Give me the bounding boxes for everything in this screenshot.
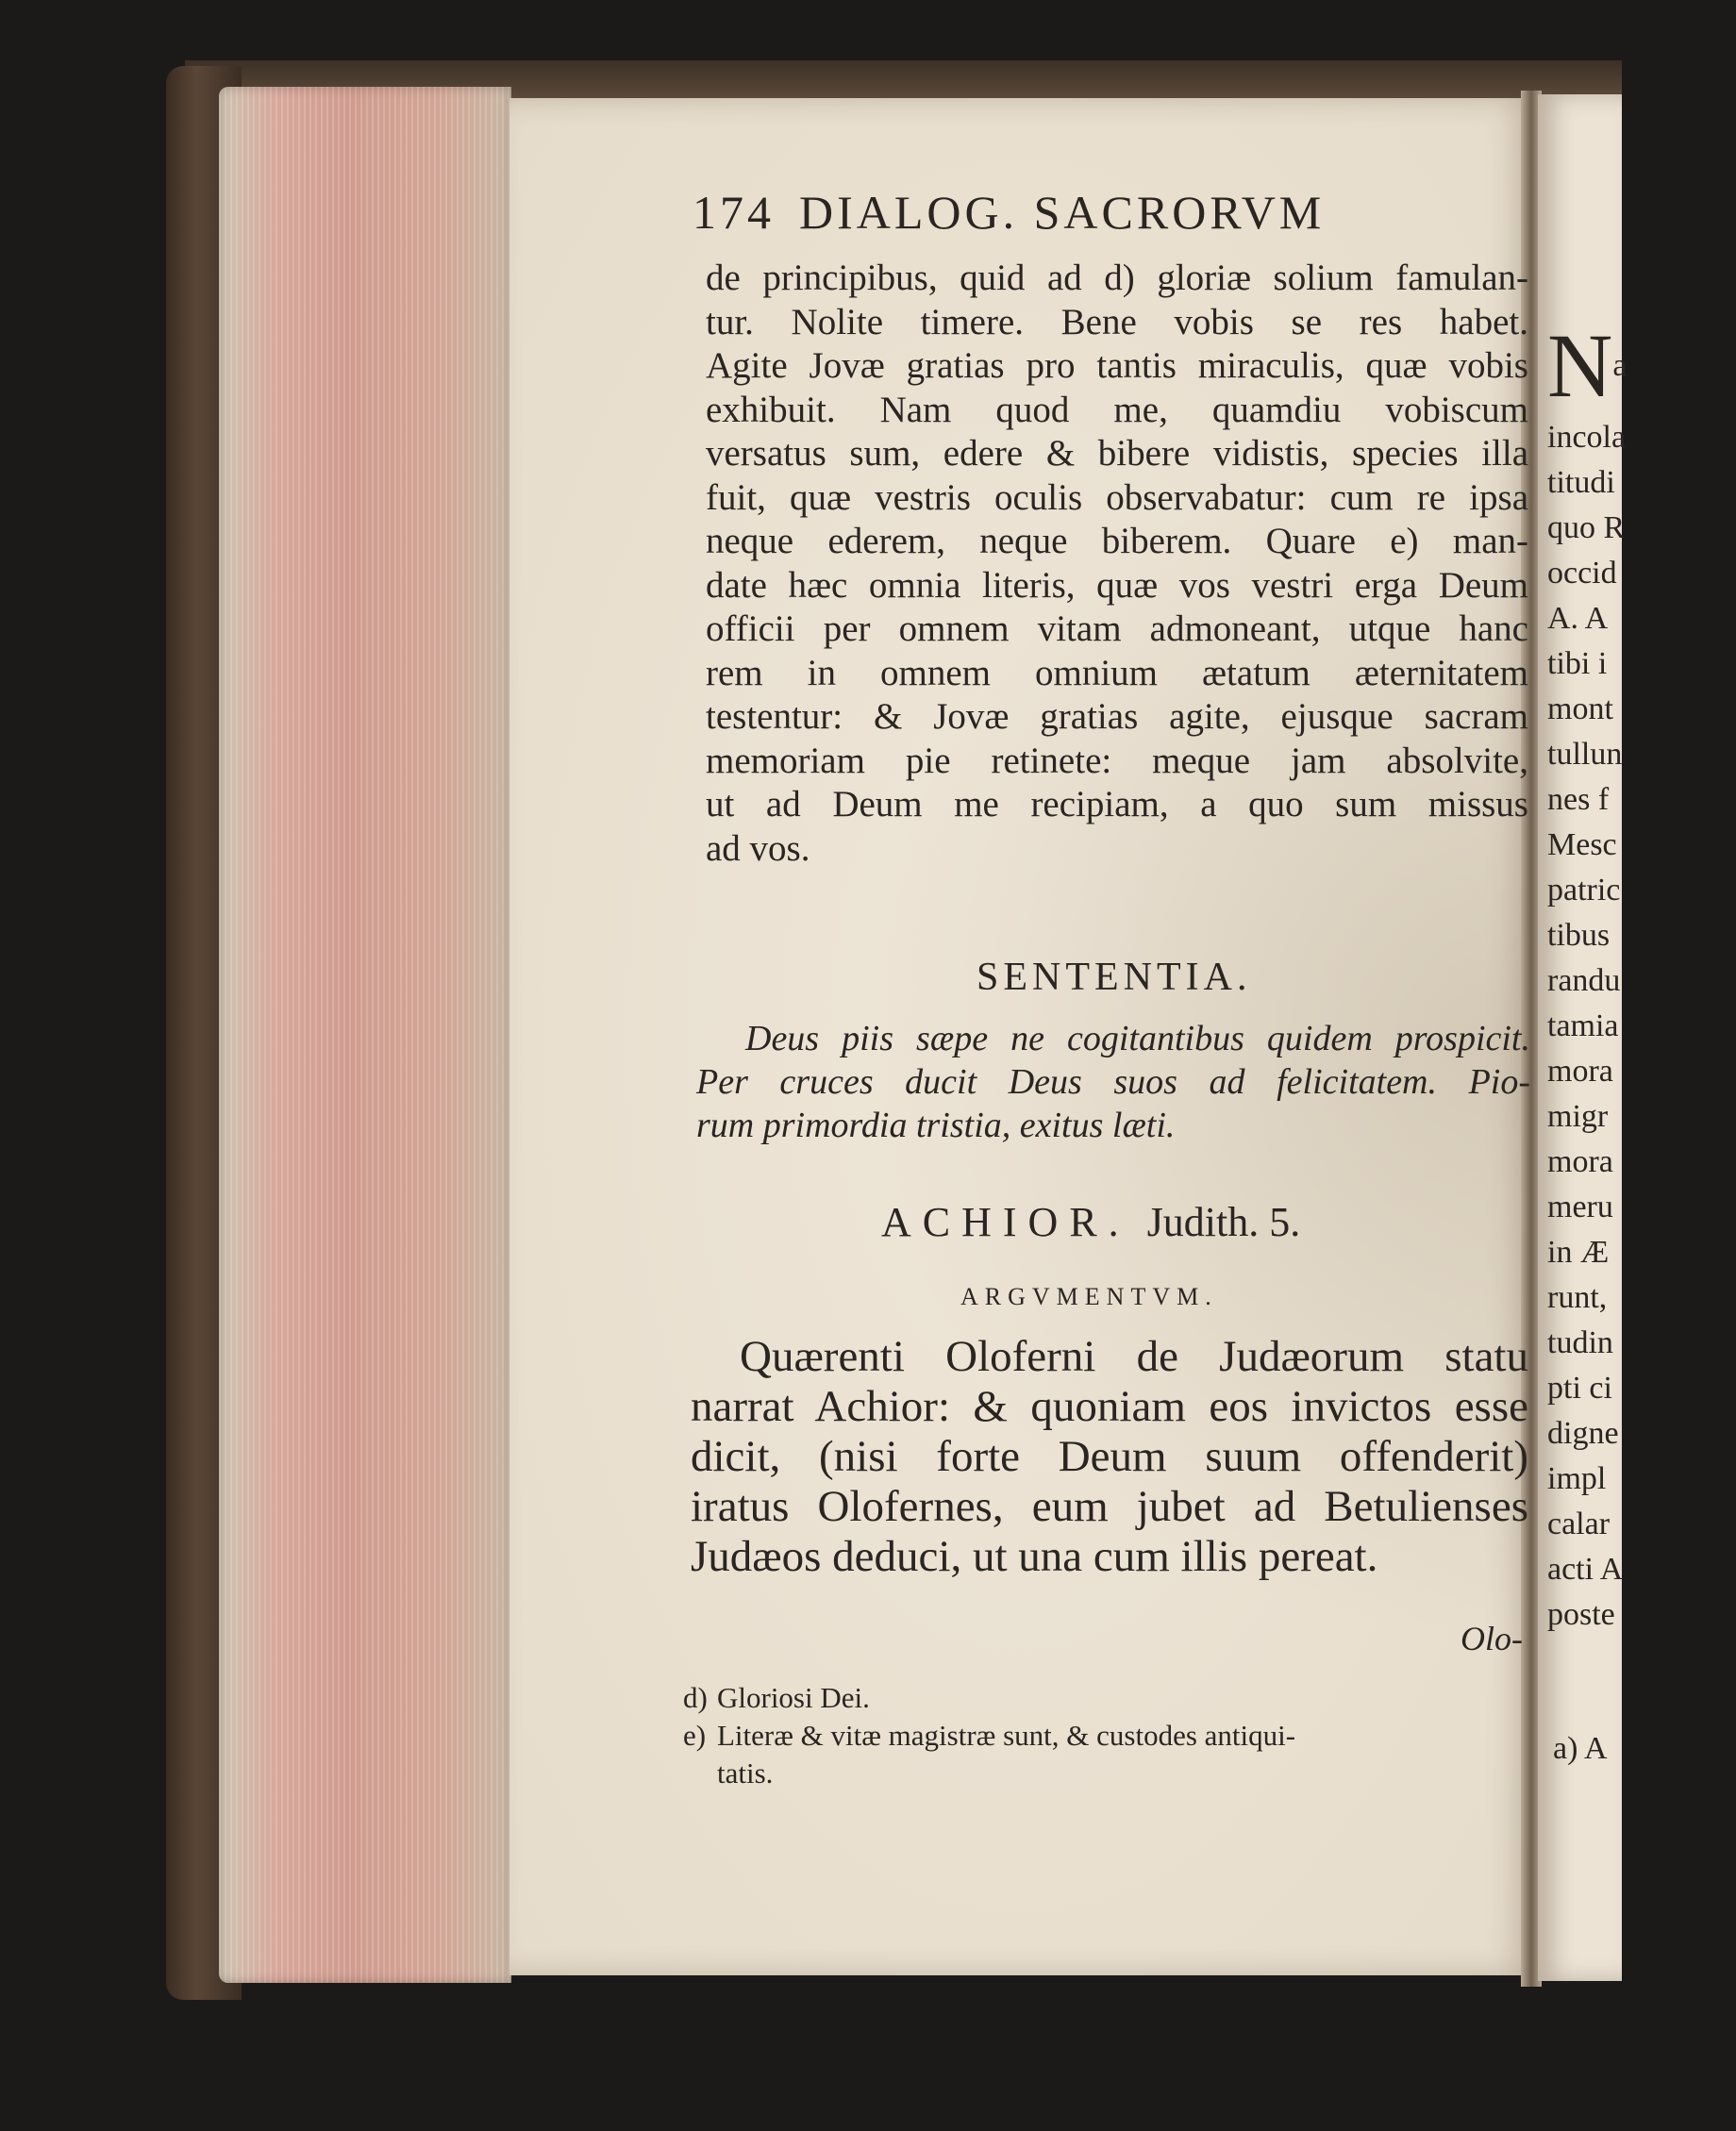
argumentum-line: dicit, (nisi forte Deum suum offenderit) <box>691 1432 1528 1481</box>
body-line: ut ad Deum me recipiam, a quo sum missus <box>706 784 1528 824</box>
facing-line: tudin <box>1547 1325 1613 1360</box>
facing-line: Mesc <box>1547 827 1617 862</box>
running-head: DIALOG. SACRORVM <box>799 186 1326 239</box>
argumentum-line: narrat Achior: & quoniam eos invictos esse <box>691 1382 1528 1431</box>
footnote-text: Gloriosi Dei. <box>717 1681 870 1714</box>
section-reference: Judith. 5. <box>1146 1199 1301 1245</box>
facing-dropcap: $N^a$ <box>1547 315 1628 416</box>
body-line: officii per omnem vitam admoneant, utque hanc <box>706 608 1528 649</box>
page-number: 174 <box>693 186 775 239</box>
facing-line: in Æ <box>1547 1235 1610 1270</box>
sententia-heading: SENTENTIA. <box>976 956 1252 999</box>
body-text <box>706 257 1528 871</box>
facing-line: mora <box>1547 1144 1613 1179</box>
facing-line: quo R <box>1547 510 1626 545</box>
body-line: tur. Nolite timere. Bene vobis se res habet. <box>706 301 1528 342</box>
facing-line: calar <box>1547 1507 1611 1541</box>
body-line: memoriam pie retinete: meque jam absolvite, <box>706 740 1528 781</box>
body-line: neque ederem, neque biberem. Quare e) man- <box>706 521 1528 561</box>
section-heading <box>881 1198 1372 1246</box>
facing-line: mora <box>1547 1054 1613 1089</box>
facing-line: runt, <box>1547 1280 1608 1315</box>
sententia-line: rum primordia tristia, exitus læti. <box>696 1106 1176 1145</box>
body-line: fuit, quæ vestris oculis observabatur: cum re ipsa <box>706 476 1528 518</box>
facing-page-text <box>1547 315 1736 1638</box>
body-line: de principibus, quid ad d) gloriæ solium famulan- <box>706 258 1528 298</box>
facing-line: impl <box>1547 1461 1607 1496</box>
facing-line: migr <box>1547 1099 1609 1134</box>
footnote <box>683 1717 1528 1755</box>
body-line: testentur: & Jovæ gratias agite, ejusque sacram <box>706 696 1528 737</box>
facing-line: titudi <box>1547 465 1615 500</box>
facing-line: digne <box>1547 1416 1619 1451</box>
facing-line: meru <box>1547 1190 1613 1224</box>
footnote <box>683 1679 1528 1717</box>
facing-line: tullun <box>1547 737 1623 772</box>
facing-line: patric <box>1547 873 1621 907</box>
facing-line: acti A <box>1547 1552 1624 1587</box>
footnotes <box>683 1679 1528 1792</box>
footnote-mark: d) <box>683 1681 708 1714</box>
sententia-text <box>696 1017 1530 1147</box>
sententia-line: Per cruces ducit Deus suos ad felicitatem. Pio- <box>696 1062 1530 1102</box>
argumentum-heading: ARGVMENTVM. <box>960 1283 1218 1310</box>
facing-line: mont <box>1547 691 1613 726</box>
body-line: date hæc omnia literis, quæ vos vestri erga Deum <box>706 564 1528 606</box>
facing-line: occid <box>1547 556 1617 591</box>
facing-line: tibus <box>1547 918 1611 953</box>
body-line: exhibuit. Nam quod me, quamdiu vobiscum <box>706 389 1528 430</box>
page-block-edges <box>219 87 511 1983</box>
argumentum-line: Quærenti Oloferni de Judæorum statu <box>740 1332 1528 1381</box>
facing-footnote: a) A <box>1553 1731 1608 1766</box>
footnote-continuation: tatis. <box>717 1756 774 1790</box>
footnote-mark: e) <box>683 1719 707 1752</box>
section-name: ACHIOR. <box>881 1199 1130 1245</box>
body-line: versatus sum, edere & bibere vidistis, species illa <box>706 433 1528 474</box>
facing-line: tamia <box>1547 1008 1619 1043</box>
facing-line: nes f <box>1547 782 1610 817</box>
catchword: Olo- <box>1461 1620 1523 1657</box>
body-line: Agite Jovæ gratias pro tantis miraculis, quæ vobis <box>706 345 1528 386</box>
body-line: rem in omnem omnium ætatum æternitatem <box>706 652 1528 693</box>
sententia-line: Deus piis sæpe ne cogitantibus quidem prospicit. <box>745 1019 1530 1058</box>
footnote-text: Literæ & vitæ magistræ sunt, & custodes antiqui- <box>717 1719 1296 1752</box>
page-header <box>693 185 1485 245</box>
facing-line: tibi i <box>1547 646 1608 681</box>
facing-line: poste <box>1547 1597 1615 1632</box>
facing-line: randu <box>1547 963 1621 998</box>
argumentum-line: Judæos deduci, ut una cum illis pereat. <box>691 1532 1378 1581</box>
argumentum-line: iratus Olofernes, eum jubet ad Betulienses <box>691 1482 1528 1531</box>
body-line: ad vos. <box>706 827 810 869</box>
facing-line: A. A <box>1547 601 1609 636</box>
facing-line: incola <box>1547 420 1627 455</box>
argumentum-text <box>691 1332 1528 1582</box>
facing-line: pti ci <box>1547 1371 1612 1406</box>
